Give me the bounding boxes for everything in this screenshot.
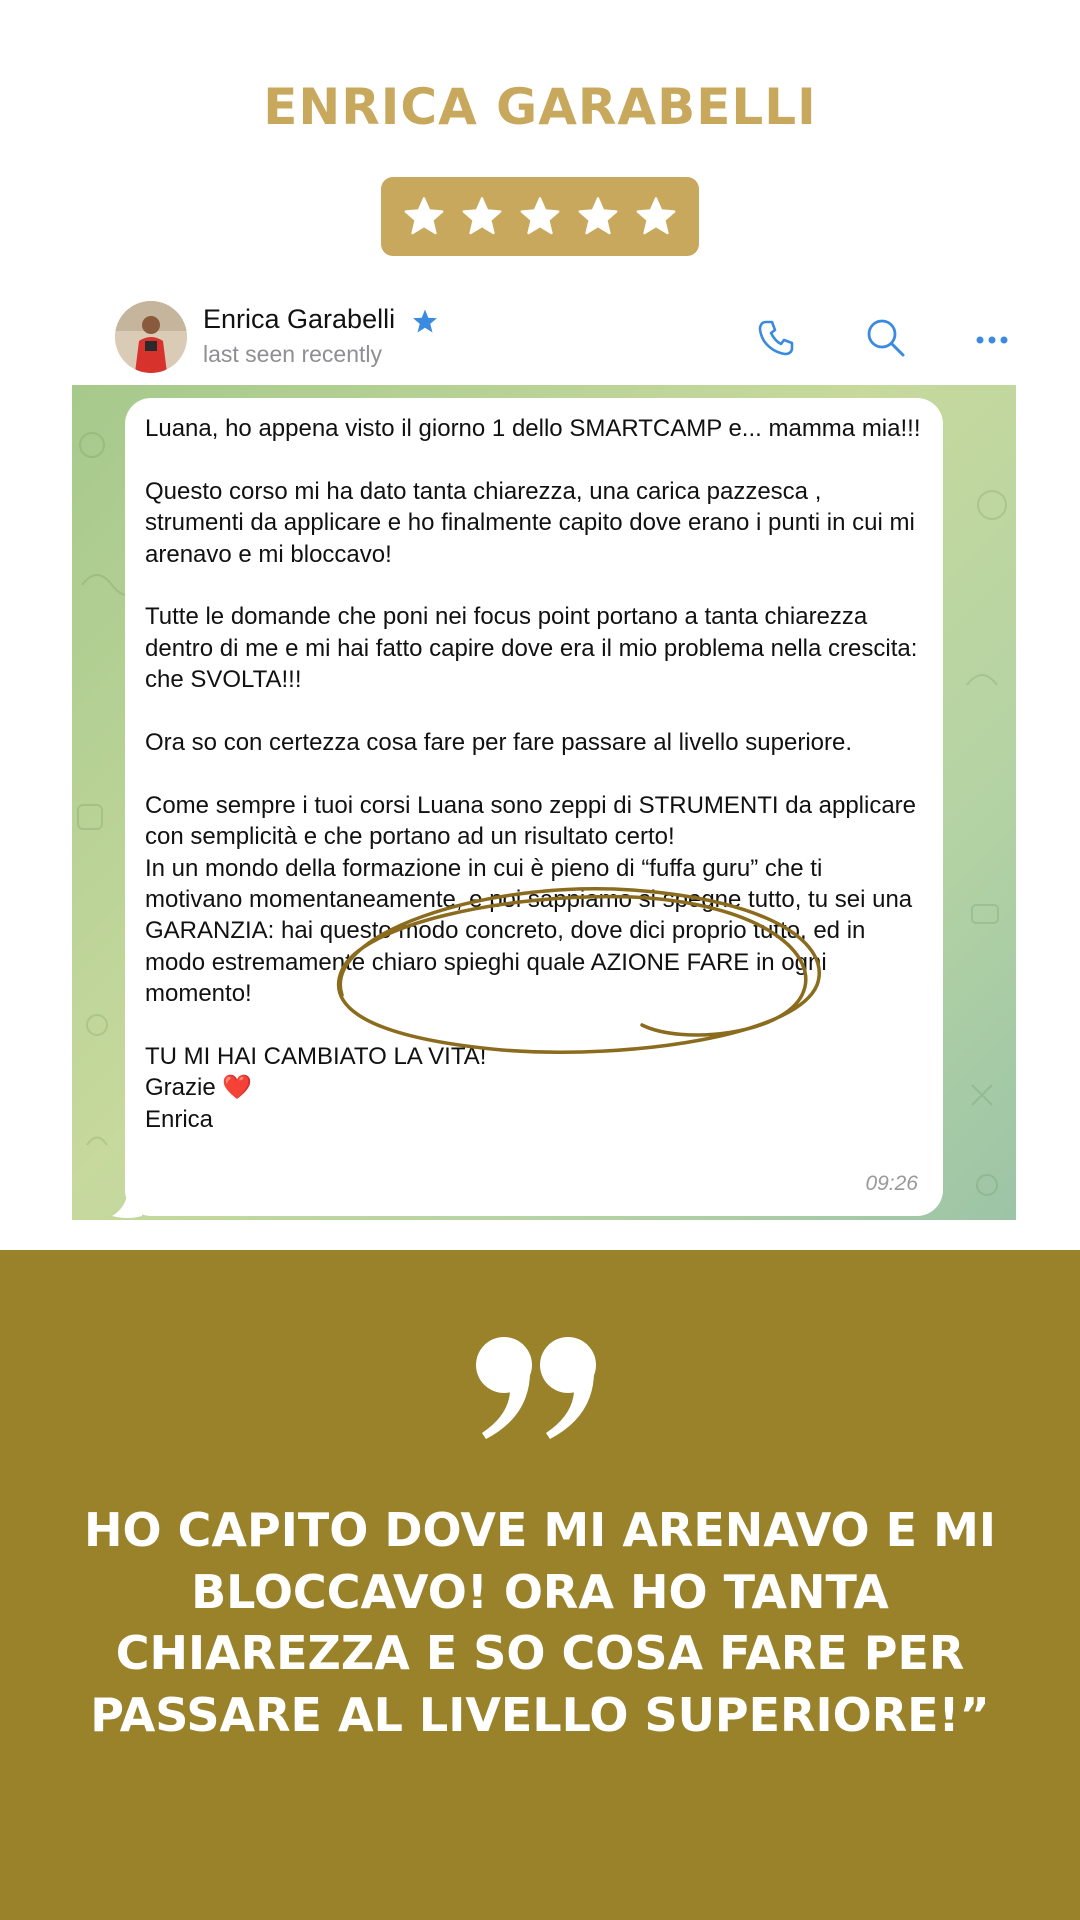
star-icon [460, 195, 504, 239]
star-icon [518, 195, 562, 239]
verified-star-icon [410, 307, 440, 337]
quote-section [0, 1250, 1080, 1920]
message-paragraph: TU MI HAI CAMBIATO LA VITA! Grazie ❤️ Enrica [145, 1043, 487, 1133]
quote-mark-icon [472, 1335, 608, 1439]
page-title: ENRICA GARABELLI [263, 78, 817, 136]
phone-icon[interactable] [752, 314, 800, 362]
chat-header [72, 290, 1016, 386]
chat-screenshot [72, 290, 1016, 1220]
rating-badge [381, 177, 699, 256]
message-paragraph: Tutte le domande che poni nei focus point portano a tanta chiarezza dentro di me e mi hai fatto capire dove era il mio problema nella crescita: che SVOLTA!!! [145, 603, 918, 694]
quote-text: HO CAPITO DOVE MI ARENAVO E MI BLOCCAVO! ORA HO TANTA CHIAREZZA E SO COSA FARE PER PASSARE AL LIVELLO SUPERIORE!” [84, 1503, 996, 1742]
message-paragraph: Come sempre i tuoi corsi Luana sono zeppi di STRUMENTI da applicare con semplicità e che portano ad un risultato certo! In un mondo della formazione in cui è pieno di “fuffa guru” che ti motivano momentaneamente, e poi sappiamo si spegne tutto, tu sei una GARANZIA: hai questo modo concreto, dove dici proprio tutto, ed in modo estremamente chiaro spieghi quale AZIONE FARE in ogni momento! [145, 791, 917, 1008]
message-time: 09:26 [865, 1172, 918, 1195]
message-paragraph: Ora so con certezza cosa fare per fare passare al livello superiore. [145, 729, 853, 757]
message-paragraph: Luana, ho appena visto il giorno 1 dello SMARTCAMP e... mamma mia!!! [145, 415, 921, 442]
search-icon[interactable] [862, 314, 910, 362]
message-paragraph: Questo corso mi ha dato tanta chiarezza, una carica pazzesca , strumenti da applicare e ho finalmente capito dove erano i punti in cui mi arenavo e mi bloccavo! [145, 477, 915, 568]
last-seen-status: last seen recently [203, 341, 382, 367]
avatar[interactable] [115, 301, 187, 373]
star-icon [402, 195, 446, 239]
highlight-circle-annotation [302, 875, 842, 1075]
star-icon [634, 195, 678, 239]
contact-name[interactable]: Enrica Garabelli [203, 304, 396, 334]
more-icon[interactable] [968, 314, 1016, 362]
star-icon [576, 195, 620, 239]
